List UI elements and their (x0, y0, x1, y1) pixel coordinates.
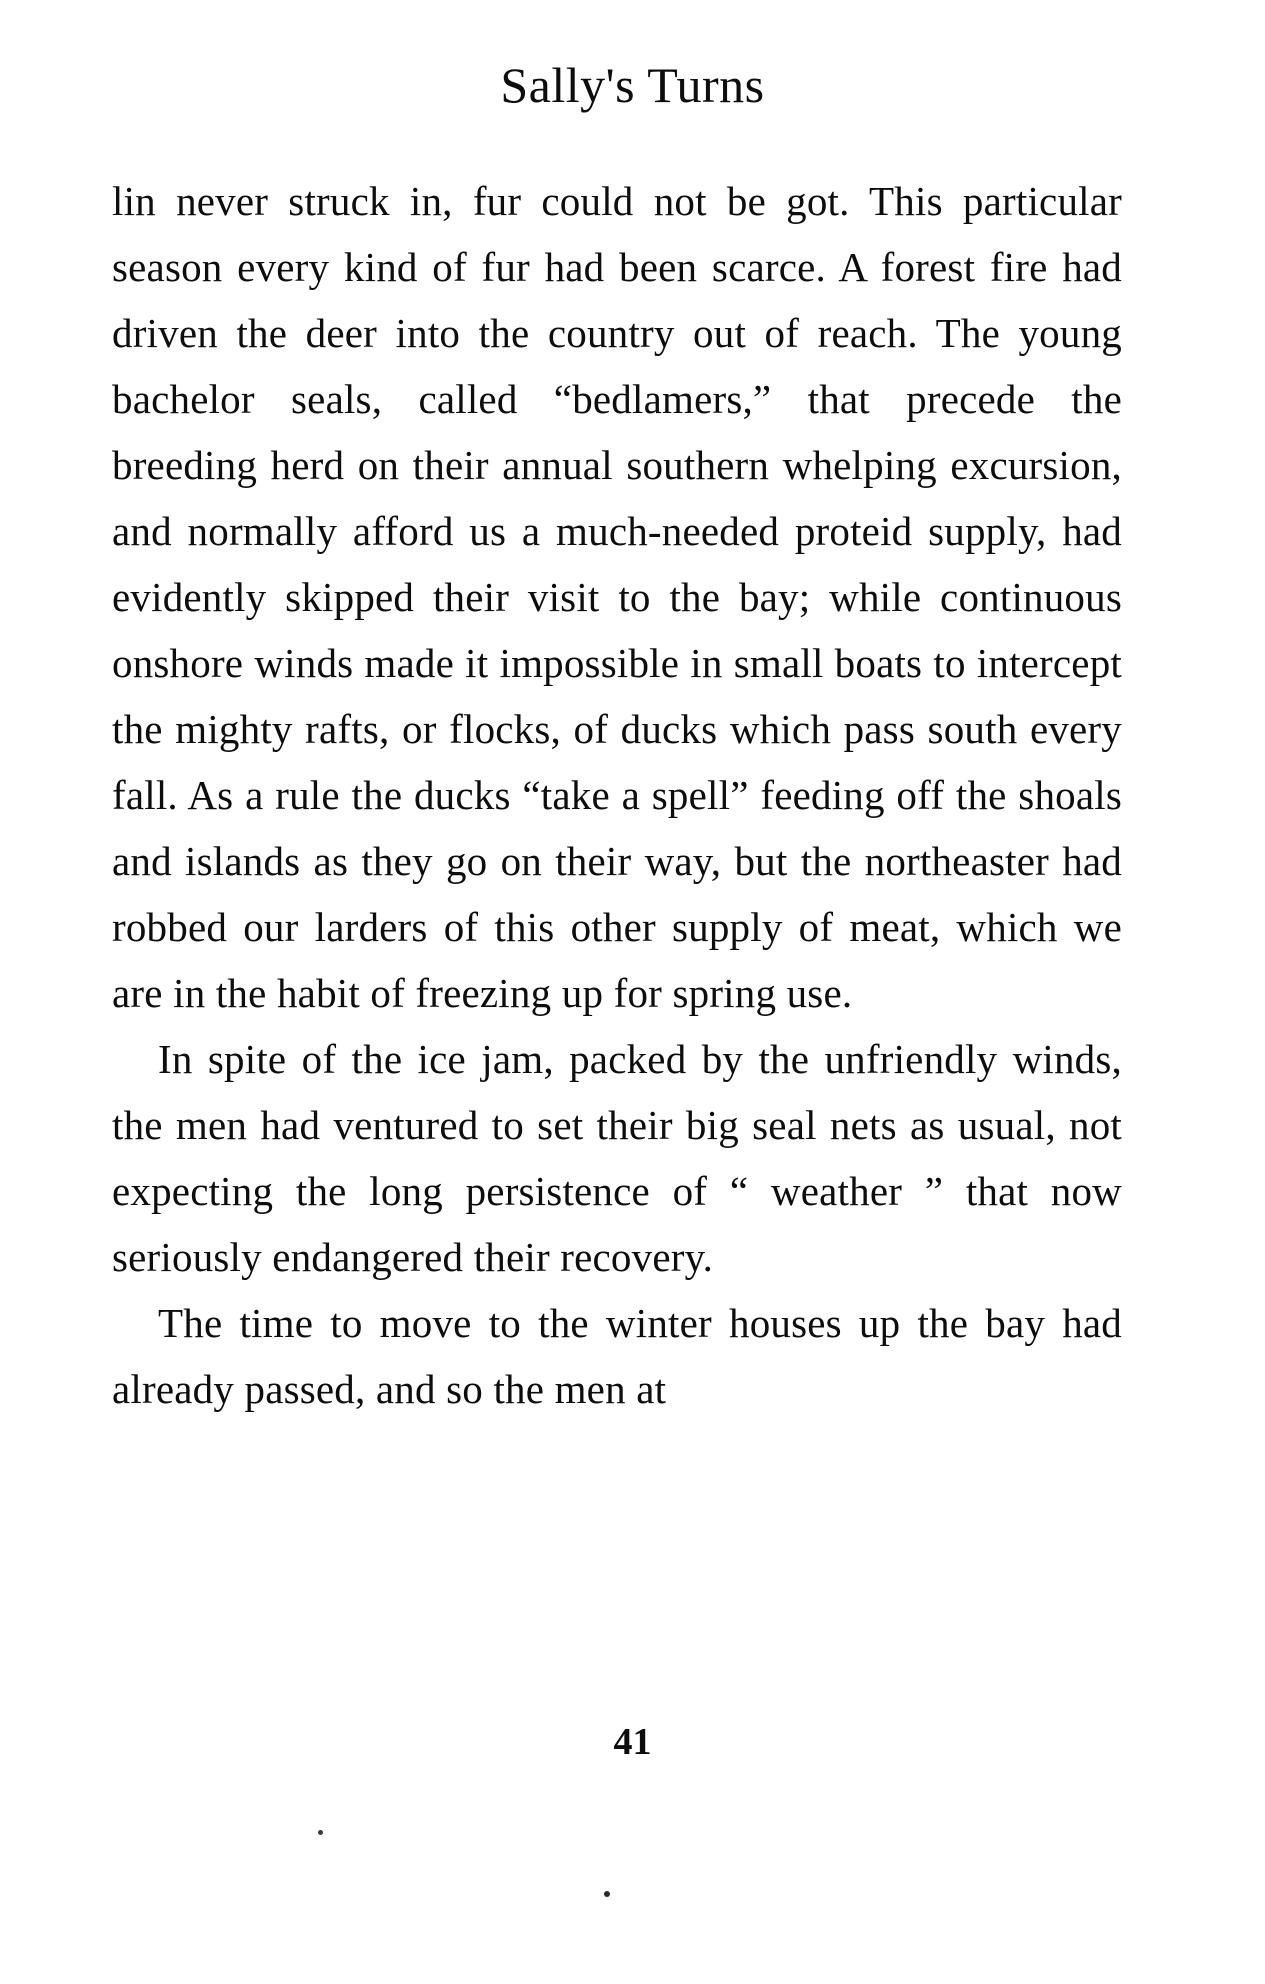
running-head: Sally's Turns (500, 57, 765, 113)
ink-speck (318, 1830, 323, 1835)
paragraph: In spite of the ice jam, packed by the unfriendly winds, the men had ventured to set their big seal nets as usual, not expecting the long persistence of “ weather ” that now seriously endangered their recovery. (112, 1036, 1122, 1280)
paragraph: The time to move to the winter houses up the bay had already passed, and so the men at (112, 1300, 1122, 1412)
paragraph: lin never struck in, fur could not be got. This particular season every kind of fur had been scarce. A forest fire had driven the deer into the country out of reach. The young bachelor seals, called “bedlamers,” that precede the breeding herd on their annual southern whelping excursion, and normally afford us a much-needed proteid supply, had evidently skipped their visit to the bay; while continuous onshore winds made it impossible in small boats to intercept the mighty rafts, or flocks, of ducks which pass south every fall. As a rule the ducks “take a spell” feeding off the shoals and islands as they go on their way, but the northeaster had robbed our larders of this other supply of meat, which we are in the habit of freezing up for spring use. (112, 178, 1122, 1016)
body-text (112, 168, 1122, 1422)
page-number: 41 (613, 1721, 652, 1763)
ink-speck (604, 1891, 610, 1897)
